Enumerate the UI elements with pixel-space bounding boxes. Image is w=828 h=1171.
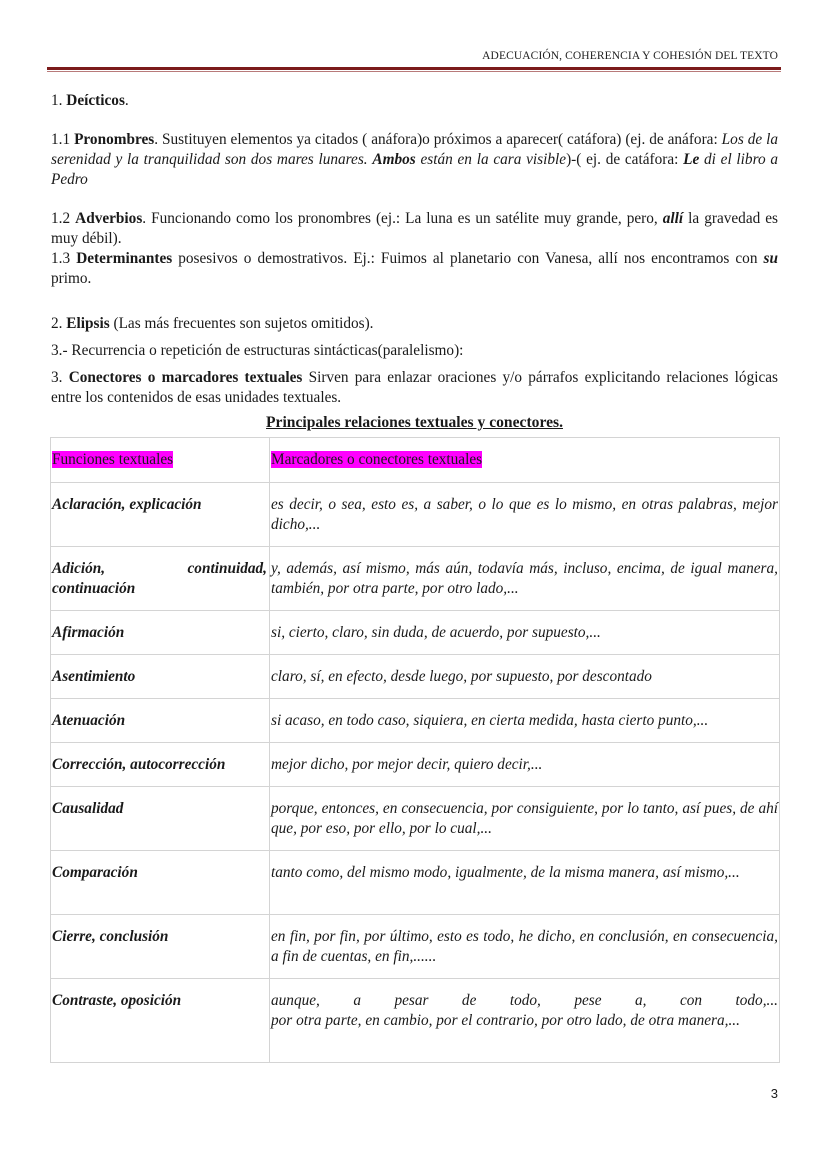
table-row [51, 915, 780, 979]
section-term: Conectores o marcadores textuales [68, 369, 303, 386]
section-number: 1.3 [51, 250, 77, 267]
section-3-recurrencia: 3.- Recurrencia o repetición de estructuras sintácticas(paralelismo): [51, 342, 464, 359]
function-cell: Asentimiento [52, 668, 136, 685]
example-emphasis: Ambos [372, 151, 416, 168]
page-number: 3 [770, 1086, 778, 1101]
table-row [51, 851, 780, 915]
section-number: 3. [51, 369, 69, 386]
section-1-2 [51, 209, 778, 249]
table-row [51, 699, 780, 743]
function-cell: Aclaración, explicación [52, 496, 202, 513]
header-cell-functions [51, 438, 270, 483]
header-rule-thick [47, 67, 781, 70]
section-text: (Las más frecuentes son sujetos omitidos). [109, 315, 374, 332]
section-term: Elipsis [66, 315, 110, 332]
function-cell: Comparación [52, 864, 138, 881]
function-cell [52, 547, 267, 599]
table-title: Principales relaciones textuales y conectores. [266, 414, 563, 431]
section-1-3 [51, 249, 778, 289]
table-row [51, 611, 780, 655]
example-text: están en la cara visible [415, 151, 567, 168]
table-row [51, 979, 780, 1063]
table-row [51, 787, 780, 851]
body-text [51, 91, 778, 433]
markers-cell: si, cierto, claro, sin duda, de acuerdo, por supuesto,... [271, 624, 601, 641]
markers-cell: mejor dicho, por mejor decir, quiero decir,... [271, 756, 543, 773]
table-header-row [51, 438, 780, 483]
section-text: la gravedad es muy débil). [51, 210, 779, 247]
markers-cell [271, 979, 778, 1031]
markers-text: por otra parte, en cambio, por el contrario, por otro lado, de otra manera,... [271, 1012, 740, 1029]
function-text: Adición, [52, 560, 106, 577]
function-cell: Afirmación [52, 624, 125, 641]
header-cell-markers [270, 438, 780, 483]
function-text: continuación [52, 580, 136, 597]
section-number: 1.1 [51, 131, 75, 148]
function-text: continuidad, [187, 560, 267, 577]
section-text: Sirven para enlazar oraciones y/o párrafos explicitando relaciones lógicas entre los contenidos de esas unidades textuales. [51, 369, 778, 406]
example-emphasis: Le [683, 151, 700, 168]
example-emphasis: allí [662, 210, 684, 227]
markers-cell: porque, entonces, en consecuencia, por consiguiente, por lo tanto, así pues, de ahí que, por eso, por ello, por lo cual,... [271, 800, 778, 837]
table-row [51, 483, 780, 547]
header-label: Funciones textuales [52, 451, 174, 468]
header-label: Marcadores o conectores textuales [271, 451, 483, 468]
markers-cell: y, además, así mismo, más aún, todavía más, incluso, encima, de igual manera, también, por otra parte, por otro lado,... [271, 560, 778, 597]
section-text: . Sustituyen elementos ya citados ( anáfora)o próximos a aparecer( catáfora) (ej. de anáfora: [154, 131, 722, 148]
table-row [51, 655, 780, 699]
section-2 [51, 314, 778, 334]
function-cell: Atenuación [52, 712, 126, 729]
markers-text: aunque, a pesar de todo, pese a, con todo,... [271, 992, 778, 1009]
example-text: di el libro a Pedro [51, 151, 779, 188]
table-row [51, 743, 780, 787]
section-text: primo. [51, 270, 92, 287]
function-cell: Causalidad [52, 800, 124, 817]
function-cell: Cierre, conclusión [52, 928, 169, 945]
markers-cell: tanto como, del mismo modo, igualmente, de la misma manera, así mismo,... [271, 864, 740, 881]
connectors-table [50, 437, 780, 1063]
section-text: posesivos o demostrativos. Ej.: Fuimos al planetario con Vanesa, allí nos encontramos con [172, 250, 764, 267]
section-term: Deícticos [66, 92, 125, 109]
section-1-heading [51, 91, 778, 111]
section-number: 1. [51, 92, 67, 109]
markers-cell: es decir, o sea, esto es, a saber, o lo que es lo mismo, en otras palabras, mejor dicho,... [271, 496, 778, 533]
function-cell: Corrección, autocorrección [52, 756, 226, 773]
running-header: ADECUACIÓN, COHERENCIA Y COHESIÓN DEL TEXTO [482, 50, 778, 62]
section-term: Determinantes [76, 250, 173, 267]
example-emphasis: su [763, 250, 778, 267]
section-number: 2. [51, 315, 67, 332]
markers-cell: claro, sí, en efecto, desde luego, por supuesto, por descontado [271, 668, 652, 685]
function-cell: Contraste, oposición [52, 992, 182, 1009]
header-rule-thin [47, 71, 781, 72]
example-text: Los de la serenidad y la tranquilidad son dos mares lunares. [51, 131, 779, 168]
section-number: 1.2 [51, 210, 76, 227]
section-term: Adverbios [75, 210, 143, 227]
section-text: )-( ej. de catáfora: [566, 151, 684, 168]
section-tail: . [124, 92, 129, 109]
section-text: . Funcionando como los pronombres (ej.: La luna es un satélite muy grande, pero, [142, 210, 663, 227]
section-1-1 [51, 130, 778, 190]
table-row [51, 547, 780, 611]
markers-cell: en fin, por fin, por último, esto es todo, he dicho, en conclusión, en consecuencia, a fin de cuentas, en fin,...... [271, 928, 778, 965]
section-3-conectores [51, 368, 778, 408]
section-term: Pronombres [74, 131, 155, 148]
markers-cell: si acaso, en todo caso, siquiera, en cierta medida, hasta cierto punto,... [271, 712, 709, 729]
